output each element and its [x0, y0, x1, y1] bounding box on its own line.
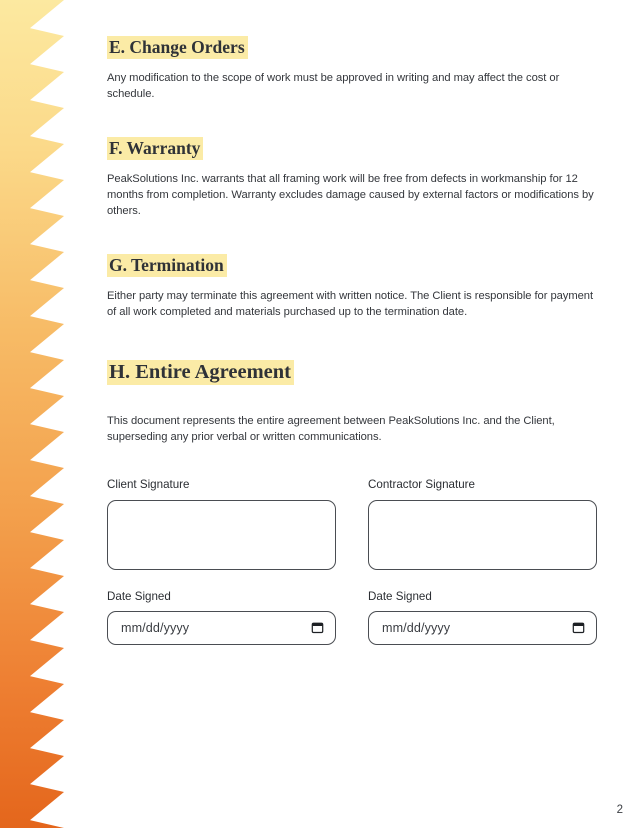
- sawtooth-edge-band: [0, 0, 64, 828]
- client-signature-input[interactable]: [107, 500, 336, 570]
- section-entire-agreement: [107, 359, 599, 446]
- section-heading-warranty: F. Warranty: [107, 137, 599, 160]
- client-date-label: Date Signed: [107, 589, 171, 603]
- section-heading-change-orders: E. Change Orders: [107, 36, 599, 59]
- calendar-icon[interactable]: [572, 621, 585, 634]
- client-date-placeholder: mm/dd/yyyy: [121, 620, 190, 635]
- client-signature-label: Client Signature: [107, 478, 190, 492]
- section-body-entire-agreement: This document represents the entire agreement between PeakSolutions Inc. and the Client, superseding any prior verbal or written communications.: [107, 414, 555, 443]
- contractor-date-label: Date Signed: [368, 589, 432, 603]
- contractor-signature-label: Contractor Signature: [368, 478, 475, 492]
- section-heading-termination: G. Termination: [107, 254, 599, 277]
- calendar-icon[interactable]: [311, 621, 324, 634]
- section-termination: [107, 254, 599, 321]
- section-warranty: [107, 137, 599, 220]
- section-change-orders: [107, 36, 599, 103]
- date-signed-row: [107, 589, 599, 645]
- client-date-group: [107, 589, 338, 645]
- contractor-date-group: [368, 589, 599, 645]
- section-body-change-orders: Any modification to the scope of work must be approved in writing and may affect the cost or schedule.: [107, 72, 560, 100]
- section-body-termination: Either party may terminate this agreement with written notice. The Client is responsible for payment of all work completed and materials purchased up to the termination date.: [107, 289, 594, 318]
- client-date-input[interactable]: [107, 611, 336, 645]
- signature-row: [107, 477, 599, 569]
- contractor-date-placeholder: mm/dd/yyyy: [382, 620, 451, 635]
- client-signature-group: [107, 477, 338, 569]
- contractor-date-input[interactable]: [368, 611, 597, 645]
- section-body-warranty: PeakSolutions Inc. warrants that all framing work will be free from defects in workmanship for 12 months from completion. Warranty excludes damage caused by external factors or modifications by others.: [107, 173, 594, 217]
- contractor-signature-input[interactable]: [368, 500, 597, 570]
- document-page: [107, 0, 599, 828]
- page-number: 2: [616, 804, 623, 816]
- contractor-signature-group: [368, 477, 599, 569]
- section-heading-entire-agreement: H. Entire Agreement: [107, 359, 599, 386]
